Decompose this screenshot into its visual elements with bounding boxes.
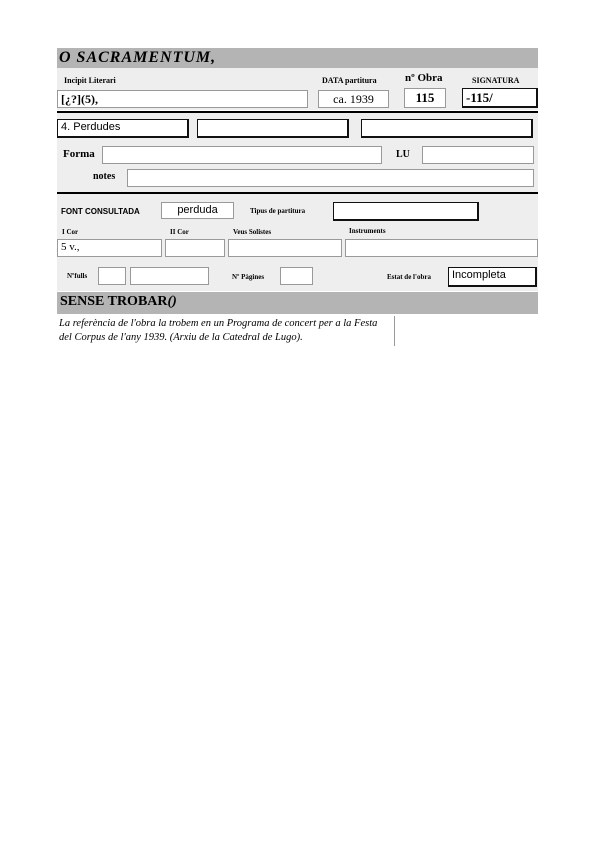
veus-solistes-label: Veus Solistes xyxy=(233,228,272,236)
data-partitura-label: DATA partitura xyxy=(322,76,377,85)
data-partitura-field[interactable]: ca. 1939 xyxy=(318,90,389,108)
estat-field[interactable]: Incompleta xyxy=(448,267,537,287)
forma-label: Forma xyxy=(63,148,95,160)
n-pagines-field[interactable] xyxy=(280,267,313,285)
notes-label: notes xyxy=(93,171,116,182)
observation-text: La referència de l'obra la trobem en un Programa de concert per a la Festa del Corpus de l'any 1939. (Arxiu de la Catedral de Lugo). xyxy=(59,318,378,343)
section-title: SENSE TROBAR xyxy=(60,294,168,309)
tipus-partitura-label: Tipus de partitura xyxy=(250,207,306,215)
categoria-field-3[interactable] xyxy=(361,119,533,138)
incipit-field[interactable]: [¿?](5), xyxy=(57,90,308,108)
incipit-label: Incipit Literari xyxy=(64,76,116,85)
ii-cor-label: II Cor xyxy=(170,228,189,236)
n-fulls-field[interactable] xyxy=(98,267,126,285)
estat-label: Estat de l'obra xyxy=(387,273,431,281)
tipus-partitura-field[interactable] xyxy=(333,202,479,221)
n-fulls-label: Nºfulls xyxy=(67,272,88,280)
forma-field[interactable] xyxy=(102,146,382,164)
categoria-field-2[interactable] xyxy=(197,119,349,138)
n-fulls-field-2[interactable] xyxy=(130,267,209,285)
text-column-divider xyxy=(394,316,395,346)
section-title-wrap xyxy=(60,294,177,310)
instruments-field[interactable] xyxy=(345,239,538,257)
section-title-suffix: () xyxy=(167,294,177,309)
categoria-field[interactable]: 4. Perdudes xyxy=(57,119,189,138)
lu-field[interactable] xyxy=(422,146,534,164)
signatura-field[interactable]: -115/ xyxy=(462,88,538,108)
ii-cor-field[interactable] xyxy=(165,239,225,257)
i-cor-label: I Cor xyxy=(62,228,79,236)
font-consultada-field[interactable]: perduda xyxy=(161,202,234,219)
signatura-label: SIGNATURA xyxy=(472,76,520,85)
notes-field[interactable] xyxy=(127,169,534,187)
work-title: O SACRAMENTUM, xyxy=(59,49,217,66)
n-obra-field[interactable]: 115 xyxy=(404,88,446,108)
lu-label: LU xyxy=(396,149,410,160)
n-pagines-label: Nº Pàgines xyxy=(232,273,265,281)
n-obra-label: nº Obra xyxy=(405,72,443,84)
i-cor-field[interactable]: 5 v., xyxy=(57,239,162,257)
veus-solistes-field[interactable] xyxy=(228,239,342,257)
font-consultada-label: FONT CONSULTADA xyxy=(61,207,140,216)
instruments-label: Instruments xyxy=(349,227,386,235)
